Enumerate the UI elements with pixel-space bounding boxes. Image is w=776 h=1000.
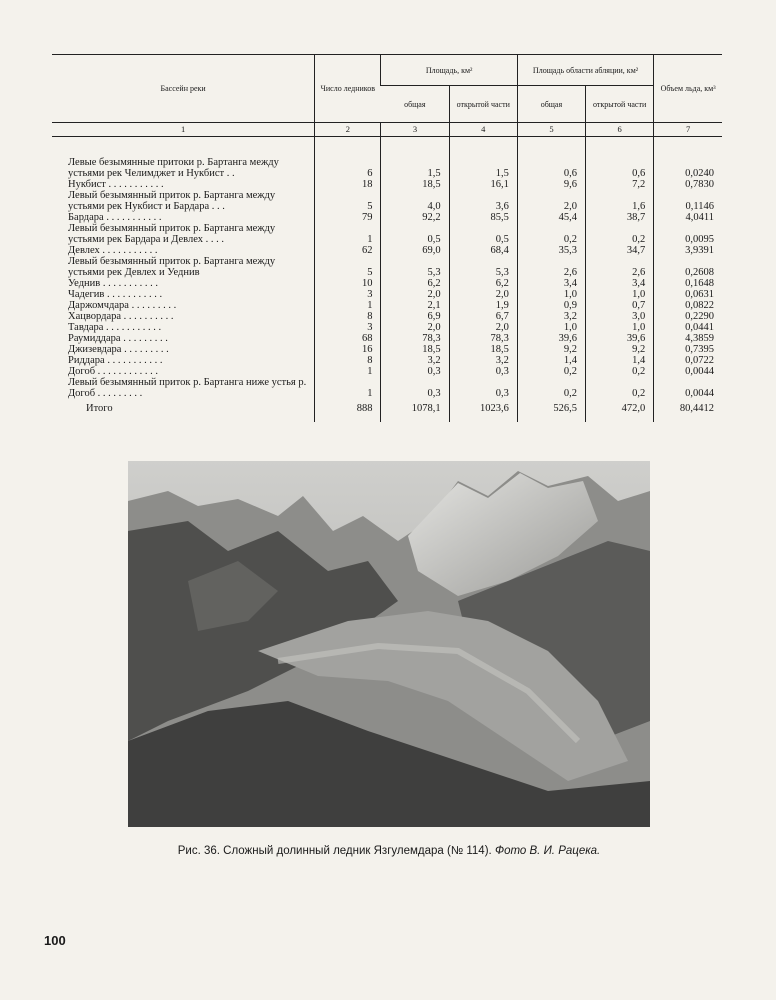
header-ablation-group: Площадь области абляции, км²: [517, 55, 653, 86]
table-row: [52, 289, 722, 300]
cell-abl-total: 2,0: [517, 190, 585, 212]
cell-abl-total: 3,4: [517, 278, 585, 289]
cell-area-total: 2,1: [381, 300, 449, 311]
cell-abl-total: 2,6: [517, 256, 585, 278]
cell-area-total: 0,5: [381, 223, 449, 245]
column-number: 3: [381, 123, 449, 137]
basin-name: Догоб . . . . . . . . . . . .: [68, 366, 159, 377]
basin-name: Бардара . . . . . . . . . . .: [68, 212, 162, 223]
cell-area-open: 85,5: [449, 212, 517, 223]
cell-area-open: 68,4: [449, 245, 517, 256]
table-row: [52, 366, 722, 377]
cell-area-open: 2,0: [449, 322, 517, 333]
column-number: 5: [517, 123, 585, 137]
glacier-photo: [128, 461, 650, 827]
column-number: 7: [654, 123, 722, 137]
cell-abl-total: 1,0: [517, 289, 585, 300]
cell-abl-total: 0,2: [517, 223, 585, 245]
cell-area-total: 18,5: [381, 344, 449, 355]
basin-name: Риддара . . . . . . . . . . .: [68, 355, 163, 366]
table-row: [52, 278, 722, 289]
cell-abl-open: 0,2: [586, 366, 654, 377]
cell-area-total: 92,2: [381, 212, 449, 223]
cell-area-total: 6,2: [381, 278, 449, 289]
cell-abl-total: 0,9: [517, 300, 585, 311]
cell-abl-total: 1,4: [517, 355, 585, 366]
cell-count: 8: [315, 355, 381, 366]
cell-count: 68: [315, 333, 381, 344]
cell-abl-open: 34,7: [586, 245, 654, 256]
cell-area-open: 1,9: [449, 300, 517, 311]
header-volume: Объем льда, км³: [654, 55, 722, 123]
cell-abl-total: 3,2: [517, 311, 585, 322]
caption-credit: Фото В. И. Рацека.: [494, 845, 601, 857]
glacier-table: [52, 54, 722, 422]
cell-area-open: 5,3: [449, 256, 517, 278]
table-row: [52, 245, 722, 256]
basin-name: Джизевдара . . . . . . . . .: [68, 344, 169, 355]
header-basin: Бассейн реки: [52, 55, 315, 123]
cell-volume: 0,0044: [654, 366, 722, 377]
table-row: [52, 377, 722, 399]
column-number: 1: [52, 123, 315, 137]
cell-count: 888: [315, 399, 381, 422]
cell-abl-open: 1,0: [586, 289, 654, 300]
cell-area-total: 1,5: [381, 157, 449, 179]
cell-volume: 0,7395: [654, 344, 722, 355]
table-row: [52, 355, 722, 366]
cell-area-open: 6,2: [449, 278, 517, 289]
cell-abl-total: 526,5: [517, 399, 585, 422]
cell-area-total: 78,3: [381, 333, 449, 344]
cell-count: 3: [315, 289, 381, 300]
page-number: 100: [44, 933, 66, 948]
cell-volume: 4,0411: [654, 212, 722, 223]
cell-count: 10: [315, 278, 381, 289]
cell-volume: 4,3859: [654, 333, 722, 344]
cell-abl-open: 2,6: [586, 256, 654, 278]
cell-area-total: 2,0: [381, 322, 449, 333]
basin-name: Левые безымянные притоки р. Бартанга между устьями рек Челимджет и Нукбист . .: [68, 157, 279, 179]
basin-name: Хацвордара . . . . . . . . . .: [68, 311, 174, 322]
basin-name: Левый безымянный приток р. Бартанга между устьями рек Бардара и Девлех . . . .: [68, 223, 276, 245]
table-row: [52, 322, 722, 333]
table-row: [52, 223, 722, 245]
cell-volume: 3,9391: [654, 245, 722, 256]
cell-abl-open: 1,6: [586, 190, 654, 212]
basin-name: Нукбист . . . . . . . . . . .: [68, 179, 164, 190]
basin-name: Левый безымянный приток р. Бартанга между устьями рек Нукбист и Бардара . . .: [68, 190, 276, 212]
table-body: [52, 137, 722, 423]
cell-abl-open: 38,7: [586, 212, 654, 223]
basin-name: Уеднив . . . . . . . . . . .: [68, 278, 158, 289]
cell-volume: 0,0044: [654, 377, 722, 399]
cell-volume: 0,0240: [654, 157, 722, 179]
cell-area-total: 18,5: [381, 179, 449, 190]
table-row: [52, 300, 722, 311]
basin-name: Левый безымянный приток р. Бартанга ниже устья р. Догоб . . . . . . . . .: [68, 377, 307, 399]
table-row: [52, 333, 722, 344]
cell-area-open: 78,3: [449, 333, 517, 344]
cell-area-open: 6,7: [449, 311, 517, 322]
basin-name: Раумиддара . . . . . . . . .: [68, 333, 168, 344]
cell-count: 79: [315, 212, 381, 223]
cell-abl-total: 0,2: [517, 377, 585, 399]
cell-volume: 0,1648: [654, 278, 722, 289]
cell-area-total: 1078,1: [381, 399, 449, 422]
basin-name: Тавдара . . . . . . . . . . .: [68, 322, 162, 333]
table-row: [52, 344, 722, 355]
cell-volume: 0,0631: [654, 289, 722, 300]
cell-area-open: 0,5: [449, 223, 517, 245]
caption-text: Рис. 36. Сложный долинный ледник Язгулемдара (№ 114).: [177, 845, 492, 857]
cell-area-open: 1,5: [449, 157, 517, 179]
column-number: 6: [586, 123, 654, 137]
table-row: [52, 256, 722, 278]
basin-name: Девлех . . . . . . . . . . .: [68, 245, 158, 256]
cell-area-open: 3,6: [449, 190, 517, 212]
cell-abl-total: 9,2: [517, 344, 585, 355]
cell-volume: 0,2290: [654, 311, 722, 322]
total-row: [52, 399, 722, 422]
cell-area-open: 3,2: [449, 355, 517, 366]
header-area-open: открытой части: [449, 86, 517, 123]
cell-abl-open: 7,2: [586, 179, 654, 190]
basin-name: Чадегив . . . . . . . . . . .: [68, 289, 163, 300]
cell-area-open: 2,0: [449, 289, 517, 300]
table-row: [52, 212, 722, 223]
cell-count: 5: [315, 256, 381, 278]
cell-abl-total: 0,2: [517, 366, 585, 377]
cell-abl-open: 3,4: [586, 278, 654, 289]
header-area-total: общая: [381, 86, 449, 123]
cell-count: 5: [315, 190, 381, 212]
cell-area-open: 1023,6: [449, 399, 517, 422]
cell-count: 1: [315, 366, 381, 377]
cell-abl-open: 0,2: [586, 223, 654, 245]
cell-area-total: 4,0: [381, 190, 449, 212]
cell-volume: 0,7830: [654, 179, 722, 190]
cell-abl-total: 9,6: [517, 179, 585, 190]
cell-count: 6: [315, 157, 381, 179]
cell-abl-open: 9,2: [586, 344, 654, 355]
cell-area-total: 0,3: [381, 366, 449, 377]
cell-area-total: 0,3: [381, 377, 449, 399]
cell-count: 1: [315, 377, 381, 399]
cell-volume: 0,0722: [654, 355, 722, 366]
cell-abl-open: 39,6: [586, 333, 654, 344]
cell-abl-open: 0,2: [586, 377, 654, 399]
basin-name: Левый безымянный приток р. Бартанга между устьями рек Девлех и Уеднив: [68, 256, 276, 278]
cell-volume: 80,4412: [654, 399, 722, 422]
cell-volume: 0,1146: [654, 190, 722, 212]
cell-abl-open: 0,6: [586, 157, 654, 179]
cell-area-total: 2,0: [381, 289, 449, 300]
header-ablation-total: общая: [517, 86, 585, 123]
cell-abl-total: 35,3: [517, 245, 585, 256]
table-row: [52, 311, 722, 322]
cell-area-total: 6,9: [381, 311, 449, 322]
cell-area-open: 16,1: [449, 179, 517, 190]
cell-abl-open: 0,7: [586, 300, 654, 311]
cell-area-total: 3,2: [381, 355, 449, 366]
cell-abl-open: 3,0: [586, 311, 654, 322]
cell-count: 1: [315, 223, 381, 245]
cell-volume: 0,0822: [654, 300, 722, 311]
header-ablation-open: открытой части: [586, 86, 654, 123]
column-number: 4: [449, 123, 517, 137]
table-row: [52, 190, 722, 212]
cell-count: 62: [315, 245, 381, 256]
cell-abl-total: 1,0: [517, 322, 585, 333]
cell-count: 16: [315, 344, 381, 355]
cell-volume: 0,2608: [654, 256, 722, 278]
column-number: 2: [315, 123, 381, 137]
cell-abl-total: 45,4: [517, 212, 585, 223]
table-row: [52, 157, 722, 179]
cell-volume: 0,0441: [654, 322, 722, 333]
cell-count: 1: [315, 300, 381, 311]
cell-abl-total: 39,6: [517, 333, 585, 344]
cell-area-open: 0,3: [449, 377, 517, 399]
cell-abl-open: 1,4: [586, 355, 654, 366]
table-row: [52, 179, 722, 190]
header-area-group: Площадь, км²: [381, 55, 517, 86]
cell-area-open: 0,3: [449, 366, 517, 377]
header-count: Число ледников: [315, 55, 381, 123]
cell-abl-open: 1,0: [586, 322, 654, 333]
basin-name: Итого: [86, 403, 113, 414]
glacier-photo-image: [128, 461, 650, 827]
cell-area-open: 18,5: [449, 344, 517, 355]
cell-abl-open: 472,0: [586, 399, 654, 422]
cell-count: 18: [315, 179, 381, 190]
basin-name: Даржомчдара . . . . . . . . .: [68, 300, 177, 311]
cell-volume: 0,0095: [654, 223, 722, 245]
cell-count: 8: [315, 311, 381, 322]
cell-abl-total: 0,6: [517, 157, 585, 179]
figure-caption: [128, 845, 650, 857]
cell-area-total: 5,3: [381, 256, 449, 278]
cell-area-total: 69,0: [381, 245, 449, 256]
cell-count: 3: [315, 322, 381, 333]
